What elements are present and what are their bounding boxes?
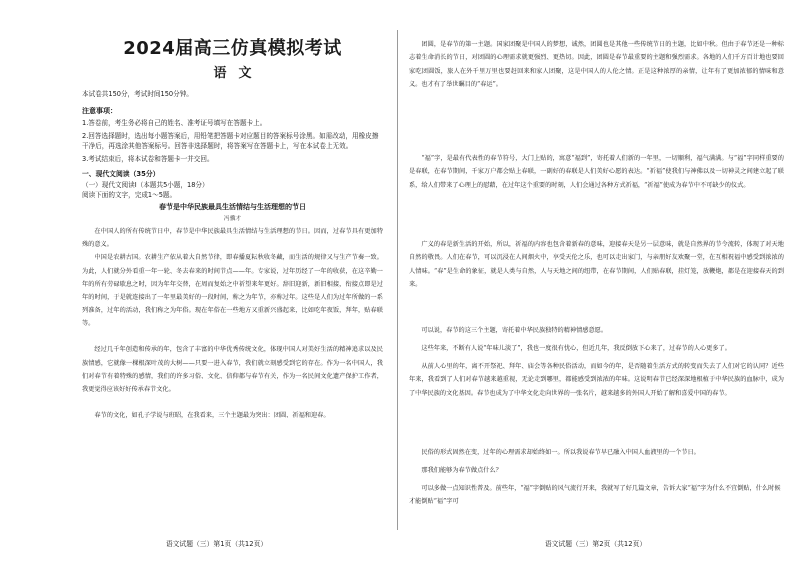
notes-heading: 注意事项：	[82, 107, 117, 115]
section-heading: 一、现代文阅读（35分）	[82, 170, 160, 178]
article-title: 春节是中华民族最具生活情结与生活理想的节日	[159, 203, 306, 211]
exam-subject: 语文	[213, 66, 264, 81]
article-paragraph: 在中国人的所有传统节日中，春节是中华民族最具生活情结与生活理想的节日。因而，过春节具有更加特殊的意义。	[82, 228, 383, 249]
article-paragraph: 经过几千年创造和传承的年，包含了丰富的中华优秀传统文化，体现中国人对美好生活的精神追求以及民族情感，它就像一棵根深叶茂的大树——只要一进入春节，我们就立刻感受到它的存在。作为一名中国人，我们对春节有着特殊的感情，我们的许多习俗、文化、信仰都与春节有关，作为一名民间文化遗产保护工作者，我更觉得应该好好传承春节文化。	[82, 346, 383, 394]
article-paragraph: 可以说，春节的这三个主题，寄托着中华民族独特的精神情感意愿。	[421, 327, 608, 334]
article-paragraph: 广义的春是新生活的开始，所以，祈福的内容也包含着新春的意味，迎接春天是另一层意味，就是自然界的节令流转，体现了对天地自然的敬畏。人们在春节，可以沉浸在人间烟火中，享受天伦之乐，也可以走出家门，与亲朋好友欢聚一堂，在互相祝福中感受到浓浓的人情味。“春”是生命的象征，就是人类与自然，人与天地之间的纽带，在春节期间，人们贴春联，挂灯笼，放鞭炮，都是在迎接春天的到来。	[409, 241, 784, 289]
subsection-heading: （一）现代文阅读Ⅰ（本题共5小题，18分）	[82, 181, 209, 189]
note-item: 1.答卷前，考生务必将自己的姓名、准考证号填写在答题卡上。	[82, 119, 267, 127]
article-paragraph: 团圆，是春节的第一主题。国家团聚是中国人的梦想，诚然，团圆也是其他一些传统节日的主题，比如中秋。但由于春节还是一种标志着生命消长的节日，对团圆的心理需求就更强烈、更热切。因此，团圆是春节最重要的主题和强烈需求。各地的人们千方百计地也要回家吃团圆饭，旅人在外千里万里也要赶回来和家人团聚，这是中国人的人伦之情。正是这种浓厚的亲情，让年有了更加浓郁的情味和意义。也才有了举世瞩目的“春运”。	[409, 41, 784, 89]
page-footer: 语文试题（三）第1页（共12页）	[165, 540, 268, 548]
note-item: 3.考试结束后，将本试卷和答题卡一并交回。	[82, 154, 214, 163]
article-paragraph: 可以多做一点知识性普及。前些年，“福”字倒贴的风气流行开来，我就写了好几篇文章，告诉大家“福”字为什么不宜倒贴，什么时候才能倒贴“福”字可	[409, 485, 781, 505]
article-paragraph: 中国是农耕古国。农耕生产依从着大自然节律，即春播夏耘秋收冬藏，而生活的规律又与生产节奏一致。为此，人们就分外看重一年一轮、冬去春来的时间节点——年。专家说，过年历经了一年的收获，在这辛勤一年的所有劳碌歇息之时，因为年年交替，在周而复始之中祈望来年更好。辞旧迎新，新旧相接，衔接点即是过年的时间，于是就连接出了一年里最美好的一段时间，称之为年节，亦称过年。这些是人们为过年所做的一系列准备，过年的活动，我们称之为年俗。现在年俗在一些地方又重新兴盛起来，比如吃年夜饭，拜年，贴春联等。	[82, 254, 383, 328]
article-paragraph: 那我们能够为春节做点什么？	[421, 467, 502, 474]
article-paragraph: 民俗的形式固然在变，过年的心理需求却始终如一。所以我说春节早已融入中国人血液里的一个节日。	[421, 449, 700, 456]
note-item: 2.回答选择题时，选出每小题答案后，用铅笔把答题卡对应题目的答案标号涂黑。如需改动，用橡皮擦干净后，再选涂其他答案标号。回答非选择题时，将答案写在答题卡上，写在本试卷上无效。	[82, 131, 379, 150]
reading-instruction: 阅读下面的文字，完成1～5题。	[82, 191, 177, 199]
article-author: 冯骥才	[223, 216, 242, 222]
page-footer: 语文试题（三）第2页（共12页）	[544, 540, 647, 548]
exam-title: 2024届高三仿真模拟考试	[123, 38, 342, 59]
article-paragraph: 春节的文化，如孔子学说与班昭，在我看来，三个主题最为突出：团圆、祈福和迎春。	[94, 412, 330, 420]
article-paragraph: 从前人心里的年，离不开祭祀、拜年、庙会等各种民俗活动，而如今的年，是否随着生活方式的转变而失去了人们对它的认同？近些年来，我看到了人们对春节越来越重视，无论走到哪里，都能感受到浓浓的年味。这说明春节已经深深地根植于中华民族的血脉中，成为了中华民族的文化基因。春节也成为了中华文化走向世界的一张名片，越来越多的外国人开始了解和喜爱中国的春节。	[409, 363, 784, 397]
exam-meta: 本试卷共150分，考试时间150分钟。	[82, 90, 193, 98]
right-page	[397, 0, 794, 562]
article-paragraph: 这些年来，不断有人说“年味儿淡了”，我也一度很有忧心，但近几年，我反倒放下心来了，过春节的人心更多了。	[421, 345, 731, 352]
article-paragraph: “福”字，是最有代表性的春节符号，大门上贴的，寓意“福到”，寄托着人们新的一年里，一切顺利，福气满满。与“福”字同样重要的是春联，在春节期间，千家万户都会贴上春联，一副好的春联是人们美好心愿的表达。“祈福”使我们与神佛以及一切神灵之间建立起了联系，给人们带来了心理上的慰藉，在过年这个重要的时刻，人们会通过各种方式祈福，“祈福”使成为春节中不可缺少的仪式。	[409, 155, 784, 189]
